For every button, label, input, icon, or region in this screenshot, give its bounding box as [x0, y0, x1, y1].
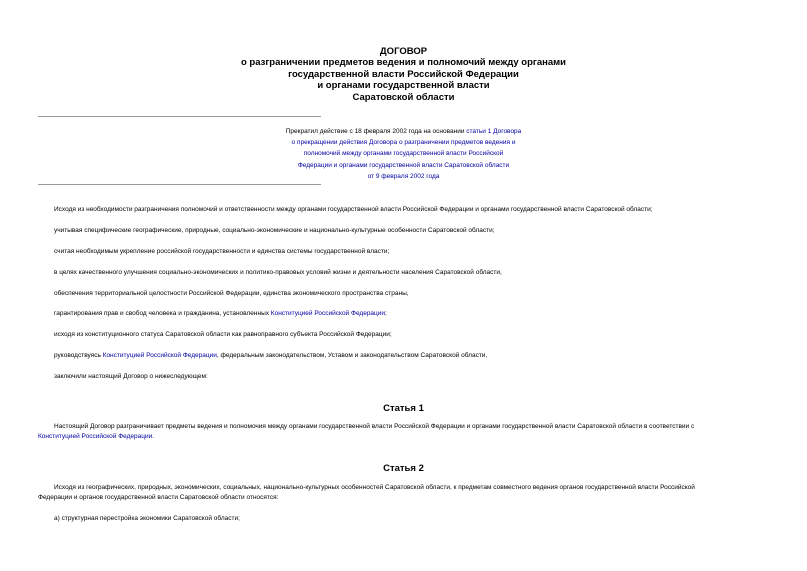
note-line: [250, 160, 557, 171]
document-title: [0, 46, 807, 103]
article-2-text-continued: Федерации и органов государственной власти Саратовской области относятся:: [38, 494, 279, 501]
title-line: ДОГОВОР: [379, 46, 428, 57]
paragraph-text: руководствуясь: [54, 352, 103, 359]
preamble-paragraph: исходя из конституционного статуса Саратовской области как равноправного субъекта Российской Федерации;: [54, 331, 392, 338]
top-divider: [38, 116, 321, 117]
title-line: о разграничении предметов ведения и полномочий между органами: [240, 57, 567, 69]
article-2-item-a: а) структурная перестройка экономики Саратовской области;: [54, 515, 240, 522]
title-line: Саратовской области: [352, 91, 455, 103]
article-1-text: [38, 422, 769, 433]
termination-agreement-link[interactable]: от 9 февраля 2002 года: [367, 172, 440, 180]
paragraph-text: ;: [385, 310, 387, 317]
preamble-paragraph: заключили настоящий Договор о нижеследующем:: [54, 373, 208, 380]
constitution-link[interactable]: Конституцией Российской Федерации: [38, 433, 153, 440]
constitution-link[interactable]: Конституцией Российской Федерации: [102, 352, 217, 359]
title-line: государственной власти Российской Федерации: [288, 68, 519, 80]
termination-agreement-link[interactable]: о прекращении действия Договора о разграничении предметов ведения и: [291, 139, 516, 147]
note-line: [250, 148, 557, 159]
paragraph-text: .: [152, 433, 155, 440]
note-line: [250, 126, 557, 137]
article-1-heading: Статья 1: [383, 403, 424, 414]
article-2-heading: Статья 2: [383, 463, 424, 474]
preamble-paragraph: учитывая специфические географические, природные, социально-экономические и национально-культурные особенности Саратовской области;: [54, 227, 495, 234]
paragraph-text: , федеральным законодательством, Уставом и законодательством Саратовской области,: [216, 352, 488, 359]
article-1-text-continued: [38, 432, 769, 443]
article-1-link[interactable]: статьи 1 Договора: [466, 128, 522, 135]
constitution-link[interactable]: Конституцией Российской Федерации: [270, 310, 386, 317]
note-line: [250, 137, 557, 148]
termination-agreement-link[interactable]: полномочий между органами государственной власти Российской: [303, 150, 504, 158]
title-line: и органами государственной власти: [317, 80, 490, 92]
preamble-paragraph: Исходя из необходимости разграничения полномочий и ответственности между органами государственной власти Российской Федерации и органами государственной власти Саратовской области;: [54, 206, 653, 213]
preamble-paragraph: в целях качественного улучшения социально-экономических и политико-правовых условий жизни и деятельности населения Саратовской области,: [54, 269, 502, 276]
status-note: [250, 126, 557, 182]
article-2-text: Исходя из географических, природных, экономических, социальных, национально-культурных особенностей Саратовской области, к предметам совместного ведения органов государственной власти Российской: [54, 484, 695, 491]
bottom-divider: [38, 184, 321, 185]
paragraph-text: гарантирования прав и свобод человека и гражданина, установленных: [54, 310, 271, 317]
termination-agreement-link[interactable]: Федерации и органами государственной власти Саратовской области: [297, 161, 510, 169]
note-text: Прекратил действие с 18 февраля 2002 года на основании: [285, 128, 467, 135]
preamble-paragraph: считая необходимым укрепление российской государственности и единства системы государственной власти;: [54, 248, 390, 255]
note-line: [250, 171, 557, 182]
preamble-paragraph: [38, 309, 769, 320]
paragraph-text: Настоящий Договор разграничивает предметы ведения и полномочия между органами государственной власти Российской Федерации и органами государственной власти Саратовской области в соответствии с: [54, 423, 695, 430]
preamble-paragraph: обеспечения территориальной целостности Российской Федерации, единства экономического пространства страны,: [54, 290, 409, 297]
preamble-paragraph: [38, 351, 769, 362]
